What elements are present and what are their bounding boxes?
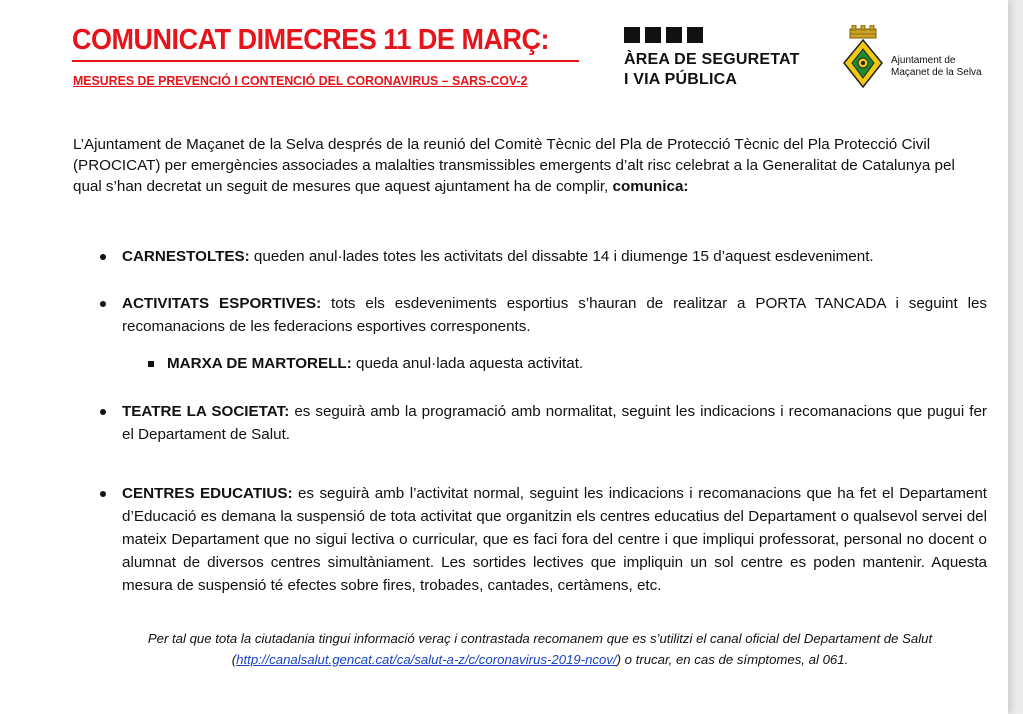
item-text: es seguirà amb l’activitat normal, seguint les indicacions i recomanacions que ha fet el Departament d’Educació es demana la suspensió de tota activitat que organitzin els centres educatius del Departament o qualsevol servei del mateix Departament que no sigui lectiva o curricular, que es faci fora del centre i que impliqui professorat, personal no docent o alumnat de diversos centres simultàniament. Les sortides lectives que impliquin un sol centre es poden mantenir. Aquesta mesura de suspensió té efectes sobre fires, trobades, cantades, certàmens, etc. [122, 485, 987, 594]
logo-square [666, 27, 682, 43]
intro-text: L’Ajuntament de Maçanet de la Selva després de la reunió del Comitè Tècnic del Pla de Protecció Tècnic del Pla Protecció Civil (PROCICAT) per emergències associades a malalties transmissibles emergents d’alt risc celebrat a la Generalitat de Catalunya pel qual s’han decretat un seguit de mesures que aquest ajuntament ha de complir, [73, 136, 955, 195]
document-subtitle: MESURES DE PREVENCIÓ I CONTENCIÓ DEL CORONAVIRUS – SARS-COV-2 [73, 73, 528, 88]
item-text: queden anul·lades totes les activitats del dissabte 14 i diumenge 15 d’aquest esdeveniment. [249, 248, 874, 265]
footer-line-2 [100, 649, 980, 670]
item-label: ACTIVITATS ESPORTIVES: [122, 295, 322, 312]
list-subitem-marxa-martorell [148, 352, 987, 375]
logo-square [645, 27, 661, 43]
area-line-2: I VIA PÚBLICA [624, 71, 738, 88]
ajuntament-line-2: Maçanet de la Selva [891, 67, 982, 78]
intro-strong: comunica: [612, 178, 689, 195]
list-item-activitats-esportives [100, 292, 987, 338]
item-text: es seguirà amb la programació amb normalitat, seguint les indicacions i recomanacions que pugui fer el Departament de Salut. [122, 403, 987, 443]
logo-square [687, 27, 703, 43]
item-label: TEATRE LA SOCIETAT: [122, 403, 290, 420]
ajuntament-line-1: Ajuntament de [891, 55, 956, 66]
list-item-centres-educatius [100, 482, 987, 597]
area-logo-text [624, 50, 800, 90]
salut-link[interactable]: http://canalsalut.gencat.cat/ca/salut-a-z/c/coronavirus-2019-ncov/ [236, 652, 617, 667]
list-item-teatre-la-societat [100, 400, 987, 446]
footer-note [100, 628, 980, 670]
area-logo-squares [624, 27, 703, 43]
intro-paragraph [73, 134, 987, 197]
municipal-crest-icon [843, 25, 883, 89]
list-item-carnestoltes [100, 245, 987, 268]
item-text: tots els esdeveniments esportius s’hauran de realitzar a PORTA TANCADA i seguint les recomanacions de les federacions esportives corresponents. [122, 295, 987, 335]
footer-after-link: ) o trucar, en cas de símptomes, al 061. [616, 652, 849, 667]
title-underline [72, 60, 579, 62]
footer-open-paren: ( [231, 652, 237, 667]
item-label: CENTRES EDUCATIUS: [122, 485, 293, 502]
subitem-text: queda anul·lada aquesta activitat. [351, 355, 584, 372]
footer-line-1: Per tal que tota la ciutadania tingui informació veraç i contrastada recomanem que es s’utilitzi el canal oficial del Departament de Salut [147, 631, 933, 646]
document-title: COMUNICAT DIMECRES 11 DE MARÇ: [72, 24, 550, 56]
subitem-label: MARXA DE MARTORELL: [167, 355, 352, 372]
item-label: CARNESTOLTES: [122, 248, 250, 265]
area-line-1: ÀREA DE SEGURETAT [624, 51, 800, 68]
logo-square [624, 27, 640, 43]
measures-list [100, 245, 987, 597]
ajuntament-name [891, 55, 982, 79]
